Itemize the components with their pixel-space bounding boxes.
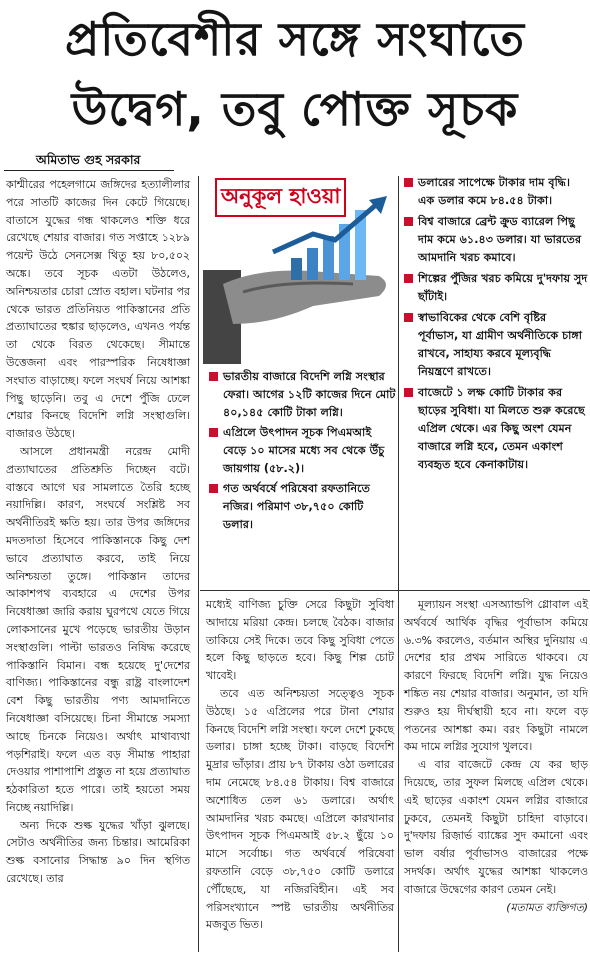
byline: অমিতাভ গুহ সরকার <box>36 152 141 167</box>
bar-1 <box>291 258 302 280</box>
paragraph: কাশ্মীরের পহেলগামে জঙ্গিদের হত্যালীলার পরে সাতটি কাজের দিন কেটে গিয়েছে। বাতাসে যুদ্ধের গন্ধ থাকলেও শক্তি ধরে রেখেছে শেয়ার বাজার। গত সপ্তাহে ১২৮৯ পয়েন্ট উঠে সেনসেক্স থিতু হয় ৮০,৫০২ অঙ্কে। তবে সূচক এতটা উঠলেও, অনিশ্চয়তার চোরা স্রোত বহাল। ঘটনার পর থেকে ভারত প্রতিনিয়ত পাকিস্তানের প্রতি প্রত্যাঘাতের হুঙ্কার ছাড়লেও, এখনও পর্যন্ত তা থেকে বিরত থেকেছে। সীমান্তে উত্তেজনা এবং পারস্পরিক নিষেধাজ্ঞা সংঘাত বাড়াচ্ছে। ফলে সংঘর্ষ নিয়ে আশঙ্কা পিছু ছাড়েনি। তবু এ দেশে পুঁজি ঢেলে শেয়ার কিনছে বিদেশি লগ্নি সংস্থাগুলি। বাজারও উঠছে। <box>6 178 190 441</box>
infobox-title: অনুকূল হাওয়া <box>215 178 346 217</box>
column-divider-2 <box>398 176 399 952</box>
infobox <box>203 174 397 586</box>
bullet-text: স্বাভাবিকের থেকে বেশি বৃষ্টির পূর্বাভাস, যা গ্রামীণ অর্থনীতিকে চাঙ্গা রাখবে, সাহায্য করবে মূল্যবৃদ্ধি নিয়ন্ত্রণে রাখতে। <box>418 311 583 378</box>
byline-rule <box>4 170 174 171</box>
paragraph: এ বার বাজেটে কেন্দ্র যে কর ছাড় দিয়েছে, তার সুফল মিলছে এপ্রিল থেকে। এই ছাড়ের একাংশ যেমন লগ্নির বাজারে ঢুকবে, তেমনই কিছুটা চাহিদা বাড়াবে। দু'দফায় রিজ়ার্ভ ব্যাঙ্কের সুদ কমানো এবং ভাল বর্ষার পূর্বাভাসও বাজারের পক্ষে সদর্থক। অর্থাৎ যুদ্ধের আশঙ্কা থাকলেও বাজারে উদ্বেগের কারণ তেমন নেই। <box>404 758 588 896</box>
bullet-square-icon <box>404 178 413 187</box>
bullet-text: ডলারের সাপেক্ষে টাকার দাম বৃদ্ধি। এক ডলার কমে ৮৪.৫৪ টাকা। <box>418 176 571 207</box>
bullet-item <box>209 424 397 478</box>
bullet-text: গত অর্থবর্ষে পরিষেবা রফতানিতে নজির। পরিমাণ ৩৮,৭৫০ কোটি ডলার। <box>223 482 371 531</box>
author-note: (মতামত ব্যক্তিগত) <box>506 900 588 914</box>
bullet-item <box>404 174 590 210</box>
bullet-square-icon <box>404 217 413 226</box>
bar-3 <box>323 236 334 280</box>
bullet-text: বাজেটে ১ লক্ষ কোটি টাকার কর ছাড়ের সুবিধা। যা মিলতে শুরু করেছে এপ্রিল থেকে। এর কিছু অংশ যেমন বাজারে লগ্নি হবে, তেমন একাংশ ব্যবহৃত হবে কেনাকাটায়। <box>418 386 585 471</box>
paragraph: তবে এত অনিশ্চয়তা সত্ত্বেও সূচক উঠছে। ১৫ এপ্রিলের পরে টানা শেয়ার কিনছে বিদেশি লগ্নি সংস্থা। ফলে দেশে ঢুকছে ডলার। চাঙ্গা হচ্ছে টাকা। বাড়ছে বিদেশি মুদ্রার ভাঁড়ার। প্রায় ৮৭ টাকায় ওঠা ডলারের দাম নেমেছে ৮৪.৫৪ টাকায়। বিশ্ব বাজারে অশোধিত তেল ৬১ ডলারে। অর্থাৎ আমদানির খরচ কমছে। এপ্রিলে কারখানার উৎপাদন সূচক পিএমআই ৫৮.২ ছুঁয়ে ১০ মাসে সর্বোচ্চ। গত অর্থবর্ষে পরিষেবা রফতানি বেড়ে ৩৮,৭৫০ কোটি ডলারে পৌঁছেছে, যা নজিরবিহীন। এই সব পরিসংখ্যানে স্পষ্ট ভারতীয় অর্থনীতির মজবুত ভিত। <box>206 686 394 932</box>
bullet-item <box>404 309 590 381</box>
paragraph: অন্য দিকে শুল্ক যুদ্ধের খাঁড়া ঝুলছে। সেটাও অর্থনীতির জন্য চিন্তার। আমেরিকা শুল্ক বসানোর সিদ্ধান্ত ৯০ দিন স্থগিত রেখেছে। তার <box>6 818 190 886</box>
bullet-item <box>209 368 397 422</box>
bullet-text: ভারতীয় বাজারে বিদেশি লগ্নি সংস্থার ফেরা। আগের ১২টি কাজের দিনে মোট ৪০,১৪৫ কোটি টাকা লগ্নি। <box>223 370 396 419</box>
bullet-text: বিশ্ব বাজারে ব্রেন্ট ক্রুড ব্যারেল পিছু দাম কমে ৬১.৪৩ ডলার। যা ভারতের আমদানি খরচ কমাবে। <box>418 215 582 264</box>
bullet-item <box>209 480 397 534</box>
bullet-square-icon <box>404 274 413 283</box>
article-column-1 <box>6 176 190 888</box>
bullet-item <box>404 213 590 267</box>
column-divider-1 <box>198 176 199 952</box>
paragraph: আসলে প্রধানমন্ত্রী নরেন্দ্র মোদী প্রত্যাঘাতের প্রতিশ্রুতি দিচ্ছেন বটে। বাস্তবে আগে ঘর সামলাতে তৈরি হচ্ছে নয়াদিল্লি। কারণ, সংঘর্ষে সংশ্লিষ্ট সব অর্থনীতিরই ক্ষতি হয়। তার উপর জঙ্গিদের মদতদাতা হিসেবে পাকিস্তানকে কিছু দেশ ভাবে প্রত্যাঘাত করবে, তাই নিয়ে অনিশ্চয়তা তুঙ্গে। পাকিস্তান তাদের আকাশপথ ব্যবহারে এ দেশের উপর নিষেধাজ্ঞা জারি করায় ঘুরপথে যেতে গিয়ে লোকসানের মুখে পড়েছে ভারতীয় উড়ান সংস্থাগুলি। পাল্টা ভারতও নিষিদ্ধ করেছে পাকিস্তানি বিমান। বন্ধ হয়েছে দু'দেশের বাণিজ্য। পাকিস্তানের বন্ধু রাষ্ট্র বাংলাদেশ বেশ কিছু ভারতীয় পণ্য আমদানিতে নিষেধাজ্ঞা বসিয়েছে। চিনা সীমান্তে সমস্যা আছে চিনকে নিয়েও। অর্থাৎ মাথাব্যথা পড়শিরাই। ফলে এত বড় সীমান্ত পাহারা দেওয়ার পাশাপাশি প্রস্তুত না হয়ে প্রত্যাঘাত হঠকারিতা হতে পারে। তাই হয়তো সময় নিচ্ছে নয়াদিল্লি। <box>6 444 190 814</box>
bullet-square-icon <box>404 313 413 322</box>
bullet-square-icon <box>209 372 218 381</box>
article-column-3 <box>404 596 588 916</box>
bullet-text: শিল্পের পুঁজির খরচ কমিয়ে দু'দফায় সুদ ছাঁটাই। <box>418 272 588 303</box>
bullet-text: এপ্রিলে উৎপাদন সূচক পিএমআই বেড়ে ১০ মাসের মধ্যে সব থেকে উঁচু জায়গায় (৫৮.২)। <box>223 426 385 475</box>
headline-line-2: উদ্বেগ, তবু পোক্ত সূচক <box>71 82 519 136</box>
bullet-square-icon <box>404 388 413 397</box>
article-column-2 <box>206 596 394 934</box>
bar-2 <box>307 248 318 280</box>
bullet-square-icon <box>209 484 218 493</box>
bullet-item <box>404 384 590 474</box>
paragraph: মধ্যেই বাণিজ্য চুক্তি সেরে কিছুটা সুবিধা আদায়ে মরিয়া কেন্দ্র। চলছে বৈঠক। বাজার তাকিয়ে সেই দিকে। তবে কিছু সুবিধা পেতে হলে কিছু ছাড়তে হবে। কিছু শিল্প চোট খাবেই। <box>206 598 394 683</box>
infobox-bullets-right <box>404 174 590 477</box>
headline-line-1: প্রতিবেশীর সঙ্গে সংঘাতে <box>64 12 526 66</box>
bullet-square-icon <box>209 428 218 437</box>
infobox-bottom-rule <box>200 590 590 591</box>
bullet-item <box>404 270 590 306</box>
paragraph: মূল্যায়ন সংস্থা এসঅ্যান্ডপি গ্লোবাল এই অর্থবর্ষে আর্থিক বৃদ্ধির পূর্বাভাস কমিয়ে ৬.৩% করলেও, বর্তমান অস্থির দুনিয়ায় এ দেশের হার প্রথম সারিতে থাকবে। যে কারণে ফিরছে বিদেশি লগ্নি। যুদ্ধ নিয়েও শঙ্কিত নয় শেয়ার বাজার। অনুমান, তা যদি শুরুও হয় দীর্ঘস্থায়ী হবে না। ফলে বড় পতনের আশঙ্কা কম। বরং কিছুটা নামলে কম দামে লগ্নির সুযোগ খুলবে। <box>404 598 588 754</box>
infobox-bullets-left <box>209 368 397 536</box>
